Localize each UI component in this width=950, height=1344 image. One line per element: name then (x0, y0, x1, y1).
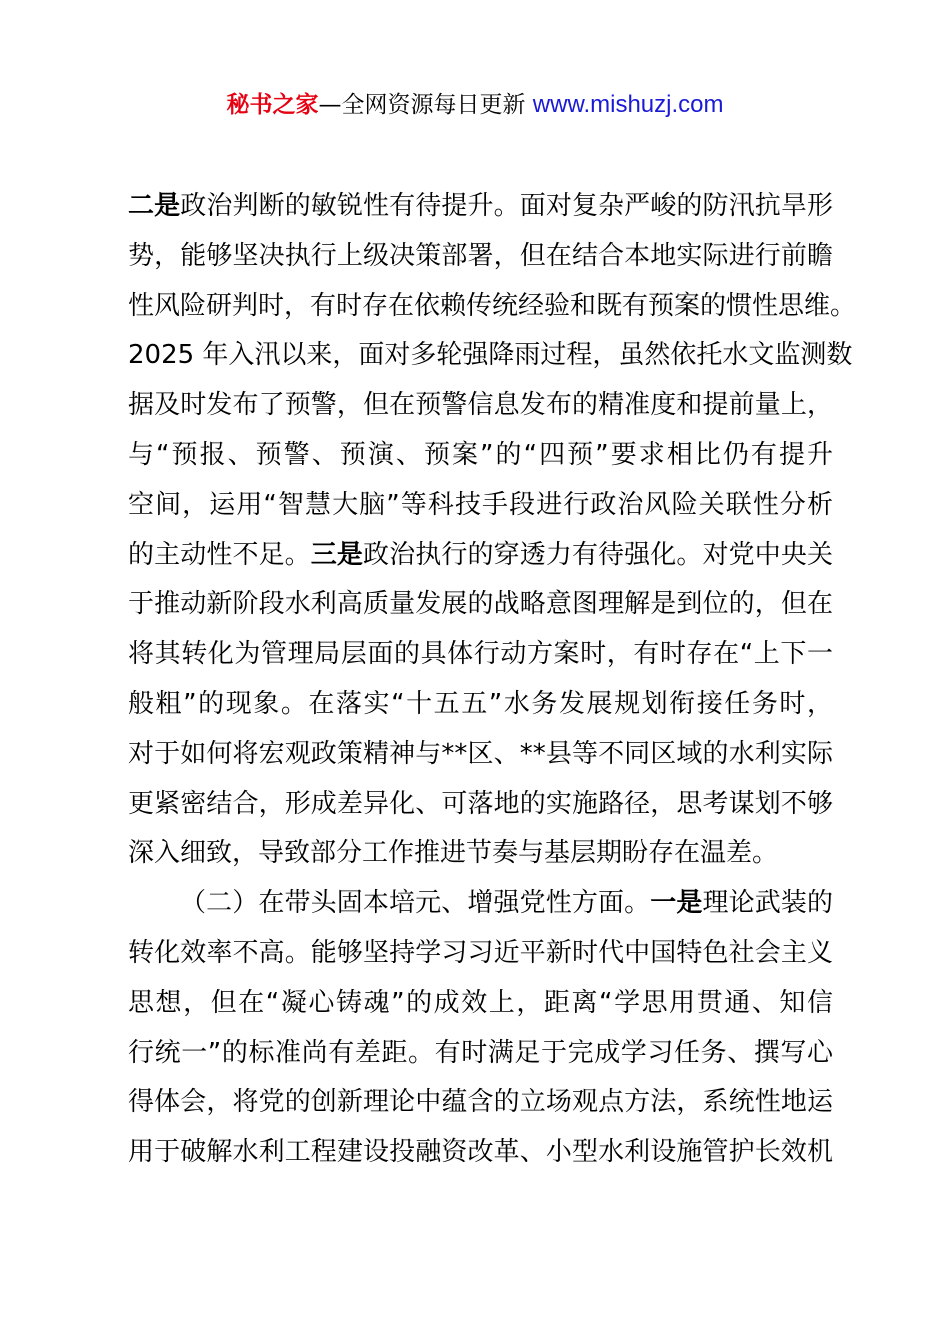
bold-lead-phrase: 一是 (650, 888, 703, 919)
text-line (128, 580, 833, 630)
brand-name: 秘书之家 (226, 92, 319, 118)
text-segment: 将其转化为管理局层面的具体行动方案时，有时存在“上下一 (128, 639, 833, 670)
text-line (128, 979, 833, 1029)
text-line (128, 481, 833, 531)
text-line (128, 730, 833, 780)
text-segment: 转化效率不高。能够坚持学习习近平新时代中国特色社会主义 (128, 937, 833, 968)
text-line (128, 331, 853, 381)
bold-lead-phrase: 三是 (310, 539, 364, 570)
text-segment: 深入细致，导致部分工作推进节奏与基层期盼存在温差。 (128, 838, 779, 869)
text-segment: （二）在带头固本培元、增强党性方面。 (180, 888, 651, 919)
text-line (128, 232, 833, 282)
text-line (128, 680, 833, 730)
text-segment: 势，能够坚决执行上级决策部署，但在结合本地实际进行前瞻 (128, 240, 833, 271)
text-segment: 的主动性不足。 (128, 539, 311, 570)
page-header (0, 88, 950, 122)
text-segment: 行统一”的标准尚有差距。有时满足于完成学习任务、撰写心 (128, 1037, 833, 1068)
text-line (128, 879, 833, 929)
text-segment: 更紧密结合，形成差异化、可落地的实施路径，思考谋划不够 (128, 788, 833, 819)
text-segment: 思想，但在“凝心铸魂”的成效上，距离“学思用贯通、知信 (128, 987, 833, 1018)
text-line (128, 829, 833, 879)
text-segment: 理论武装的 (702, 888, 833, 919)
text-segment: 2025 年入汛以来，面对多轮强降雨过程，虽然依托水文监测数 (128, 340, 853, 371)
site-url-link[interactable]: www.mishuzj.com (532, 91, 724, 118)
text-segment: 于推动新阶段水利高质量发展的战略意图理解是到位的，但在 (128, 589, 833, 620)
text-line (128, 630, 833, 680)
text-segment: 性风险研判时，有时存在依赖传统经验和既有预案的惯性思维。 (128, 290, 857, 321)
text-line (128, 1029, 833, 1079)
text-segment: 政治判断的敏锐性有待提升。面对复杂严峻的防汛抗旱形 (180, 191, 833, 221)
text-line (128, 1078, 833, 1128)
text-line (128, 381, 833, 431)
text-segment: 对于如何将宏观政策精神与**区、**县等不同区域的水利实际 (128, 738, 833, 769)
document-body (128, 182, 857, 1178)
text-line (128, 182, 833, 232)
header-tagline: —全网资源每日更新 (318, 92, 533, 118)
text-segment: 用于破解水利工程建设投融资改革、小型水利设施管护长效机 (128, 1137, 833, 1168)
text-segment: 空间，运用“智慧大脑”等科技手段进行政治风险关联性分析 (128, 489, 833, 520)
text-segment: 般粗”的现象。在落实“十五五”水务发展规划衔接任务时， (128, 688, 833, 719)
text-line (128, 531, 833, 581)
text-line (128, 780, 833, 830)
text-segment: 据及时发布了预警，但在预警信息发布的精准度和提前量上， (128, 390, 833, 421)
bold-lead-phrase: 二是 (128, 191, 181, 221)
text-line (128, 929, 833, 979)
text-line (128, 1128, 833, 1178)
text-segment: 政治执行的穿透力有待强化。对党中央关 (363, 539, 833, 570)
text-segment: 与“预报、预警、预演、预案”的“四预”要求相比仍有提升 (128, 439, 833, 470)
text-segment: 得体会，将党的创新理论中蕴含的立场观点方法，系统性地运 (128, 1087, 833, 1118)
text-line (128, 431, 833, 481)
text-line (128, 282, 857, 332)
